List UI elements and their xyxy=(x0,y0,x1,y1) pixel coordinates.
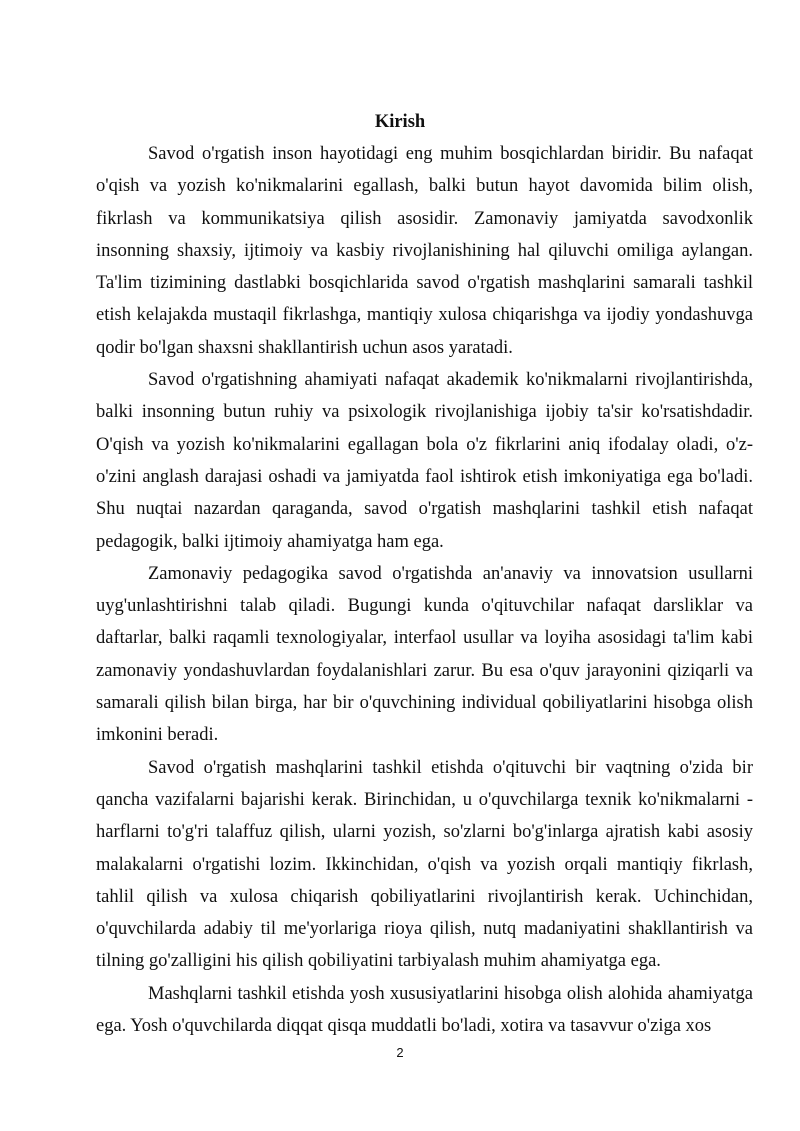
paragraph: Zamonaviy pedagogika savod o'rgatishda an'anaviy va innovatsion usullarni uyg'unlashtirishni talab qiladi. Bugungi kunda o'qituvchilar nafaqat darsliklar va daftarlar, balki raqamli texnologiyalar, interfaol usullar va loyiha asosidagi ta'lim kabi zamonaviy yondashuvlardan foydalanishlari zarur. Bu esa o'quv jarayonini qiziqarli va samarali qilish bilan birga, har bir o'quvchining individual qobiliyatlarini hisobga olish imkonini beradi. xyxy=(96,563,753,746)
page-number: 2 xyxy=(396,1045,404,1060)
paragraph: Savod o'rgatishning ahamiyati nafaqat akademik ko'nikmalarni rivojlantirishda, balki insonning butun ruhiy va psixologik rivojlanishiga ijobiy ta'sir ko'rsatishdadir. O'qish va yozish ko'nikmalarini egallagan bola o'z fikrlarini aniq ifodalay oladi, o'z-o'zini anglash darajasi oshadi va jamiyatda faol ishtirok etish imkoniyatiga ega bo'ladi. Shu nuqtai nazardan qaraganda, savod o'rgatish mashqlarini tashkil etish nafaqat pedagogik, balki ijtimoiy ahamiyatga ham ega. xyxy=(96,370,753,552)
body-text xyxy=(96,138,753,1042)
paragraph: Savod o'rgatish mashqlarini tashkil etishda o'qituvchi bir vaqtning o'zida bir qancha vazifalarni bajarishi kerak. Birinchidan, u o'quvchilarga texnik ko'nikmalarni - harflarni to'g'ri talaffuz qilish, ularni yozish, so'zlarni bo'g'inlarga ajratish kabi asosiy malakalarni o'rgatishi lozim. Ikkinchidan, o'qish va yozish orqali mantiqiy fikrlash, tahlil qilish va xulosa chiqarish qobiliyatlarini rivojlantirish kerak. Uchinchidan, o'quvchilarda adabiy til me'yorlariga rioya qilish, nutq madaniyatini shakllantirish va tilning go'zalligini his qilish qobiliyatini tarbiyalash muhim ahamiyatga ega. xyxy=(96,757,753,972)
paragraph: Savod o'rgatish inson hayotidagi eng muhim bosqichlardan biridir. Bu nafaqat o'qish va yozish ko'nikmalarini egallash, balki butun hayot davomida bilim olish, fikrlash va kommunikatsiya qilish asosidir. Zamonaviy jamiyatda savodxonlik insonning shaxsiy, ijtimoiy va kasbiy rivojlanishining hal qiluvchi omiliga aylangan. Ta'lim tizimining dastlabki bosqichlarida savod o'rgatish mashqlarini samarali tashkil etish kelajakda mustaqil fikrlashga, mantiqiy xulosa chiqarishga va ijodiy yondashuvga qodir bo'lgan shaxsni shakllantirish uchun asos yaratadi. xyxy=(96,144,753,358)
section-title: Kirish xyxy=(374,112,426,132)
paragraph: Mashqlarni tashkil etishda yosh xususiyatlarini hisobga olish alohida ahamiyatga ega. Yosh o'quvchilarda diqqat qisqa muddatli bo'ladi, xotira va tasavvur o'ziga xos xyxy=(96,983,753,1037)
